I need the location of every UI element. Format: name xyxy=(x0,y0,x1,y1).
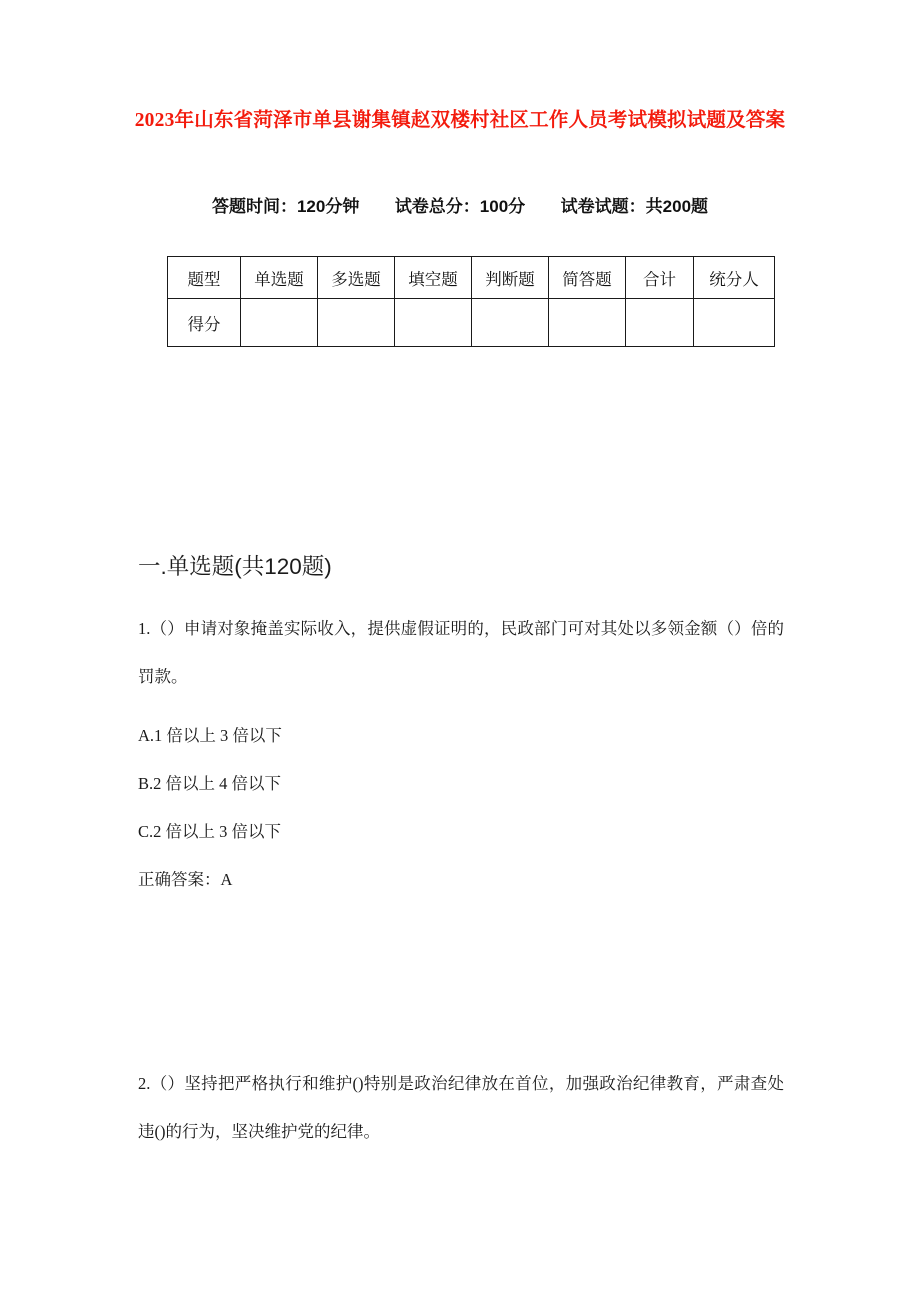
score-cell-single-choice[interactable] xyxy=(241,299,318,347)
question-stem: 1.（）申请对象掩盖实际收入，提供虚假证明的，民政部门可对其处以多领金额（）倍的罚款。 xyxy=(138,619,784,686)
table-header-cell: 统分人 xyxy=(694,257,775,299)
exam-time-label: 答题时间：120分钟 xyxy=(211,197,360,216)
question-stem: 2.（）坚持把严格执行和维护()特别是政治纪律放在首位，加强政治纪律教育，严肃查处违()的行为，坚决维护党的纪律。 xyxy=(138,1074,784,1141)
exam-meta-line xyxy=(0,192,920,217)
exam-question-count-label: 试卷试题：共200题 xyxy=(560,197,709,216)
question-option-c[interactable]: C.2 倍以上 3 倍以下 xyxy=(138,822,282,841)
table-header-cell: 多选题 xyxy=(318,257,395,299)
score-cell-grader[interactable] xyxy=(694,299,775,347)
score-cell-fill-blank[interactable] xyxy=(395,299,472,347)
score-cell-short-answer[interactable] xyxy=(549,299,626,347)
exam-total-score-label: 试卷总分：100分 xyxy=(394,197,526,216)
section-heading-single-choice: 一.单选题(共120题) xyxy=(138,554,332,579)
score-cell-total[interactable] xyxy=(626,299,694,347)
table-header-cell: 合计 xyxy=(626,257,694,299)
table-header-cell: 题型 xyxy=(168,257,241,299)
table-header-cell: 单选题 xyxy=(241,257,318,299)
score-table xyxy=(167,256,775,347)
question-option-b[interactable]: B.2 倍以上 4 倍以下 xyxy=(138,774,282,793)
score-cell-multi-choice[interactable] xyxy=(318,299,395,347)
table-header-cell: 填空题 xyxy=(395,257,472,299)
table-header-cell: 判断题 xyxy=(472,257,549,299)
table-row-label: 得分 xyxy=(168,299,241,347)
table-row xyxy=(168,257,775,299)
table-row xyxy=(168,299,775,347)
correct-answer: 正确答案：A xyxy=(138,870,233,889)
question-option-a[interactable]: A.1 倍以上 3 倍以下 xyxy=(138,726,282,745)
table-header-cell: 简答题 xyxy=(549,257,626,299)
page-title: 2023年山东省菏泽市单县谢集镇赵双楼村社区工作人员考试模拟试题及答案 xyxy=(134,110,786,131)
score-cell-true-false[interactable] xyxy=(472,299,549,347)
